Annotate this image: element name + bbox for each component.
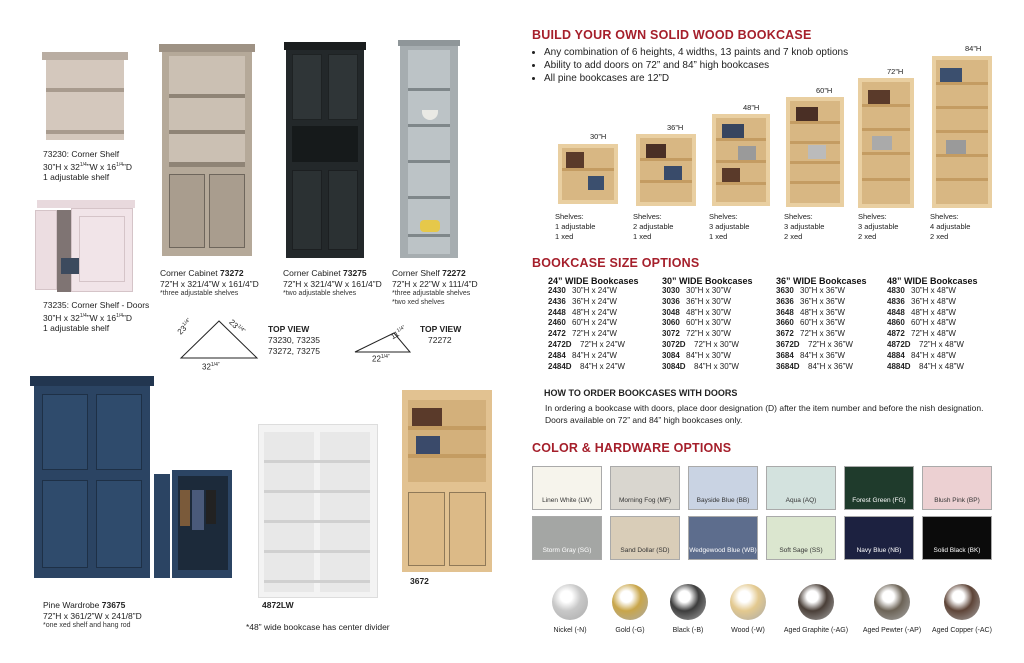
corner-cabinet-black-image bbox=[284, 42, 366, 258]
size-row bbox=[548, 308, 639, 319]
size-code: 3030 bbox=[662, 286, 680, 295]
sizes-title: BOOKCASE SIZE OPTIONS bbox=[532, 256, 700, 270]
corner-cabinet-taupe-image bbox=[159, 44, 255, 256]
size-code: 2460 bbox=[548, 318, 566, 328]
shelf-desc: Shelves: 1 adjustable 1 xed bbox=[555, 212, 596, 241]
size-dims: 60”H x 30”W bbox=[686, 318, 731, 328]
color-swatch-label: Linen White (LW) bbox=[542, 497, 592, 504]
size-dims: 30”H x 48”W bbox=[911, 286, 956, 295]
size-column bbox=[887, 276, 978, 372]
size-dims: 36”H x 36”W bbox=[800, 296, 845, 306]
size-row bbox=[887, 297, 978, 308]
color-swatch bbox=[922, 466, 992, 510]
top-view-1-label: TOP VIEW 73230, 73235 73272, 73275 bbox=[268, 324, 320, 356]
size-dims: 72”H x 48”W bbox=[919, 339, 964, 349]
height-label: 84”H bbox=[965, 44, 982, 53]
knob-label: Aged Graphite (-AG) bbox=[783, 627, 849, 634]
knob-icon bbox=[670, 584, 706, 620]
color-swatch bbox=[532, 516, 602, 560]
size-dims: 72”H x 30”W bbox=[686, 329, 731, 339]
order-text: In ordering a bookcase with doors, place door designation (D) after the item number and before the nish designation. Doors available on 72” and 84” high bookcases only. bbox=[545, 403, 984, 425]
knob-label: Wood (-W) bbox=[731, 627, 765, 634]
size-row bbox=[548, 318, 639, 329]
knob-label: Aged Pewter (-AP) bbox=[862, 627, 922, 634]
size-row bbox=[662, 340, 753, 351]
knob-label: Aged Copper (-AC) bbox=[932, 627, 992, 634]
bookcase-pine-code: 3672 bbox=[410, 576, 429, 586]
corner-shelf-image bbox=[42, 52, 128, 140]
wardrobe-caption: Pine Wardrobe 73675 72”H x 361/2”W x 241/8”D *one xed shelf and hang rod bbox=[43, 600, 142, 629]
shelf-desc: Shelves: 4 adjustable 2 xed bbox=[930, 212, 971, 241]
size-dims: 60”H x 24”W bbox=[572, 318, 617, 328]
size-row bbox=[776, 286, 867, 297]
size-row bbox=[548, 351, 639, 362]
colors-title: COLOR & HARDWARE OPTIONS bbox=[532, 441, 732, 455]
size-code: 3036 bbox=[662, 296, 680, 306]
corner-shelf-doors-caption: 73235: Corner Shelf - Doors 30”H x $32^{1/4}”W$ x $16^{1/4}”D$ 1 adjustable shelf bbox=[43, 300, 150, 333]
knob-label: Gold (-G) bbox=[615, 627, 645, 634]
size-dims: 36”H x 48”W bbox=[911, 296, 956, 306]
size-column-header: 30” WIDE Bookcases bbox=[662, 276, 753, 286]
size-code: 3672D bbox=[776, 339, 800, 349]
size-dims: 72”H x 30”W bbox=[694, 339, 739, 349]
size-row bbox=[662, 297, 753, 308]
color-swatch-label: Aqua (AQ) bbox=[785, 497, 817, 504]
shelf-desc: Shelves: 2 adjustable 1 xed bbox=[633, 212, 674, 241]
knob-icon bbox=[552, 584, 588, 620]
size-dims: 60”H x 48”W bbox=[911, 318, 956, 328]
size-dims: 72”H x 36”W bbox=[800, 329, 845, 339]
color-swatch-label: Blush Pink (BP) bbox=[934, 497, 980, 504]
size-code: 3636 bbox=[776, 296, 794, 306]
size-row bbox=[776, 362, 867, 373]
size-code: 3084 bbox=[662, 350, 680, 360]
size-column bbox=[776, 276, 867, 372]
size-code: 3660 bbox=[776, 318, 794, 328]
wardrobe-image bbox=[30, 376, 154, 578]
size-row bbox=[887, 286, 978, 297]
build-bullet: • Any combination of 6 heights, 4 widths, 13 paints and 7 knob options bbox=[544, 46, 904, 59]
color-swatch bbox=[688, 466, 758, 510]
size-dims: 84”H x 30”W bbox=[694, 361, 739, 371]
shelf-desc: Shelves: 3 adjustable 2 xed bbox=[784, 212, 825, 241]
size-column-header: 36” WIDE Bookcases bbox=[776, 276, 867, 286]
height-label: 30”H bbox=[590, 132, 607, 141]
size-dims: 84”H x 36”W bbox=[808, 361, 853, 371]
size-code: 4872D bbox=[887, 339, 911, 349]
color-swatch bbox=[766, 516, 836, 560]
color-swatch-label: Wedgewood Blue (WB) bbox=[689, 547, 757, 554]
size-code: 3684D bbox=[776, 361, 800, 371]
size-dims: 84”H x 36”W bbox=[800, 350, 845, 360]
size-dims: 84”H x 24”W bbox=[572, 350, 617, 360]
bookcase-36h-image bbox=[636, 134, 696, 206]
size-row bbox=[548, 340, 639, 351]
size-column-header: 24” WIDE Bookcases bbox=[548, 276, 639, 286]
size-code: 2484 bbox=[548, 350, 566, 360]
size-column bbox=[662, 276, 753, 372]
size-code: 3048 bbox=[662, 307, 680, 317]
size-dims: 72”H x 24”W bbox=[572, 329, 617, 339]
size-dims: 84”H x 30”W bbox=[686, 350, 731, 360]
corner-shelf-gray-image bbox=[398, 40, 460, 258]
color-swatch-label: Navy Blue (NB) bbox=[856, 547, 902, 554]
corner-shelf-doors-image bbox=[35, 200, 135, 292]
height-label: 48”H bbox=[743, 103, 760, 112]
size-row bbox=[887, 318, 978, 329]
size-row bbox=[662, 308, 753, 319]
size-dims: 36”H x 24”W bbox=[572, 296, 617, 306]
color-swatch bbox=[688, 516, 758, 560]
size-code: 3648 bbox=[776, 307, 794, 317]
size-code: 4830 bbox=[887, 286, 905, 295]
size-row bbox=[548, 286, 639, 297]
size-code: 3072D bbox=[662, 339, 686, 349]
size-row bbox=[887, 340, 978, 351]
color-swatch-label: Bayside Blue (BB) bbox=[696, 497, 750, 504]
size-row bbox=[887, 308, 978, 319]
bookcase-white-code: 4872LW bbox=[262, 600, 294, 610]
color-swatch bbox=[766, 466, 836, 510]
size-code: 4884D bbox=[887, 361, 911, 371]
size-row bbox=[776, 329, 867, 340]
size-code: 2484D bbox=[548, 361, 572, 371]
size-dims: 48”H x 24”W bbox=[572, 307, 617, 317]
build-title: BUILD YOUR OWN SOLID WOOD BOOKCASE bbox=[532, 28, 812, 42]
size-row bbox=[776, 308, 867, 319]
size-dims: 36”H x 30”W bbox=[686, 296, 731, 306]
size-dims: 84”H x 48”W bbox=[919, 361, 964, 371]
color-swatch-label: Forest Green (FG) bbox=[852, 497, 906, 504]
color-swatch-label: Sand Dollar (SD) bbox=[620, 547, 670, 554]
size-dims: 84”H x 48”W bbox=[911, 350, 956, 360]
bookcase-60h-image bbox=[786, 97, 844, 207]
shelf-desc: Shelves: 3 adjustable 1 xed bbox=[709, 212, 750, 241]
size-code: 3084D bbox=[662, 361, 686, 371]
size-code: 3072 bbox=[662, 329, 680, 339]
size-code: 3672 bbox=[776, 329, 794, 339]
color-swatch-label: Solid Black (BK) bbox=[933, 547, 981, 554]
size-row bbox=[548, 329, 639, 340]
size-row bbox=[662, 318, 753, 329]
top-view-1-side-b: $23^{1/4”}$ bbox=[227, 317, 247, 334]
size-code: 4848 bbox=[887, 307, 905, 317]
size-row bbox=[548, 362, 639, 373]
size-dims: 48”H x 36”W bbox=[800, 307, 845, 317]
height-label: 36”H bbox=[667, 123, 684, 132]
bookcase-white-image bbox=[258, 424, 378, 598]
size-code: 2430 bbox=[548, 286, 566, 295]
size-code: 4872 bbox=[887, 329, 905, 339]
size-code: 3630 bbox=[776, 286, 794, 295]
corner-shelf-gray-caption: Corner Shelf 72272 72”H x 22”W x 111/4”D *three adjustable shelves *two xed shelves bbox=[392, 268, 478, 306]
size-row bbox=[662, 351, 753, 362]
size-row bbox=[887, 329, 978, 340]
top-view-2-base: $22^{1/4”}$ bbox=[372, 354, 390, 364]
color-swatch-label: Storm Gray (SG) bbox=[542, 547, 592, 554]
size-dims: 48”H x 30”W bbox=[686, 307, 731, 317]
size-row bbox=[887, 351, 978, 362]
size-dims: 72”H x 36”W bbox=[808, 339, 853, 349]
size-dims: 30”H x 24”W bbox=[572, 286, 617, 295]
bookcase-white-note: *48” wide bookcase has center divider bbox=[246, 622, 390, 632]
color-swatch bbox=[532, 466, 602, 510]
bookcase-72h-image bbox=[858, 78, 914, 208]
height-label: 60”H bbox=[816, 86, 833, 95]
size-row bbox=[548, 297, 639, 308]
knob-icon bbox=[798, 584, 834, 620]
wardrobe-open-image bbox=[154, 470, 232, 578]
size-code: 3060 bbox=[662, 318, 680, 328]
knob-icon bbox=[730, 584, 766, 620]
bookcase-84h-image bbox=[932, 56, 992, 208]
top-view-1-base: $32^{1/4”}$ bbox=[202, 362, 220, 372]
shelf-desc: Shelves: 3 adjustable 2 xed bbox=[858, 212, 899, 241]
size-dims: 72”H x 24”W bbox=[580, 339, 625, 349]
size-dims: 30”H x 36”W bbox=[800, 286, 845, 295]
build-bullet: • Ability to add doors on 72” and 84” high bookcases bbox=[544, 59, 904, 72]
size-code: 2448 bbox=[548, 307, 566, 317]
size-code: 2436 bbox=[548, 296, 566, 306]
corner-cabinet-taupe-caption: Corner Cabinet 73272 72”H x 321/4”W x 161/4”D *three adjustable shelves bbox=[160, 268, 259, 297]
top-view-2-side: $11^{1/4”}$ bbox=[389, 324, 407, 342]
size-row bbox=[776, 318, 867, 329]
top-view-2-label: TOP VIEW 72272 bbox=[420, 324, 462, 345]
knob-icon bbox=[944, 584, 980, 620]
size-code: 2472 bbox=[548, 329, 566, 339]
size-code: 4836 bbox=[887, 296, 905, 306]
knob-label: Black (-B) bbox=[672, 627, 704, 634]
knob-label: Nickel (-N) bbox=[553, 627, 587, 634]
size-dims: 60”H x 36”W bbox=[800, 318, 845, 328]
size-column-header: 48” WIDE Bookcases bbox=[887, 276, 978, 286]
size-code: 2472D bbox=[548, 339, 572, 349]
color-swatch bbox=[844, 466, 914, 510]
color-swatch-label: Soft Sage (SS) bbox=[779, 547, 823, 554]
corner-shelf-caption: 73230: Corner Shelf 30”H x $32^{1/4}”W$ x $16^{1/4}”D$ 1 adjustable shelf bbox=[43, 149, 133, 182]
bookcase-pine-image bbox=[402, 390, 492, 572]
order-title: HOW TO ORDER BOOKCASES WITH DOORS bbox=[544, 388, 738, 398]
corner-cabinet-black-caption: Corner Cabinet 73275 72”H x 321/4”W x 161/4”D *two adjustable shelves bbox=[283, 268, 382, 297]
size-row bbox=[662, 329, 753, 340]
build-bullet: • All pine bookcases are 12”D bbox=[544, 72, 904, 85]
color-swatch-label: Morning Fog (MF) bbox=[618, 497, 671, 504]
bookcase-30h-image bbox=[558, 144, 618, 204]
size-column bbox=[548, 276, 639, 372]
size-row bbox=[776, 351, 867, 362]
color-swatch bbox=[922, 516, 992, 560]
size-row bbox=[776, 340, 867, 351]
color-swatch bbox=[844, 516, 914, 560]
color-swatch bbox=[610, 516, 680, 560]
size-code: 3684 bbox=[776, 350, 794, 360]
size-code: 4884 bbox=[887, 350, 905, 360]
size-row bbox=[776, 297, 867, 308]
size-row bbox=[662, 362, 753, 373]
size-dims: 72”H x 48”W bbox=[911, 329, 956, 339]
top-view-1-side-a: $23^{1/4”}$ bbox=[175, 317, 192, 337]
size-dims: 30”H x 30”W bbox=[686, 286, 731, 295]
build-bullets bbox=[528, 46, 904, 85]
color-swatch bbox=[610, 466, 680, 510]
size-row bbox=[887, 362, 978, 373]
size-dims: 48”H x 48”W bbox=[911, 307, 956, 317]
size-row bbox=[662, 286, 753, 297]
size-code: 4860 bbox=[887, 318, 905, 328]
knob-icon bbox=[612, 584, 648, 620]
height-label: 72”H bbox=[887, 67, 904, 76]
knob-icon bbox=[874, 584, 910, 620]
size-dims: 84”H x 24”W bbox=[580, 361, 625, 371]
bookcase-48h-image bbox=[712, 114, 770, 206]
